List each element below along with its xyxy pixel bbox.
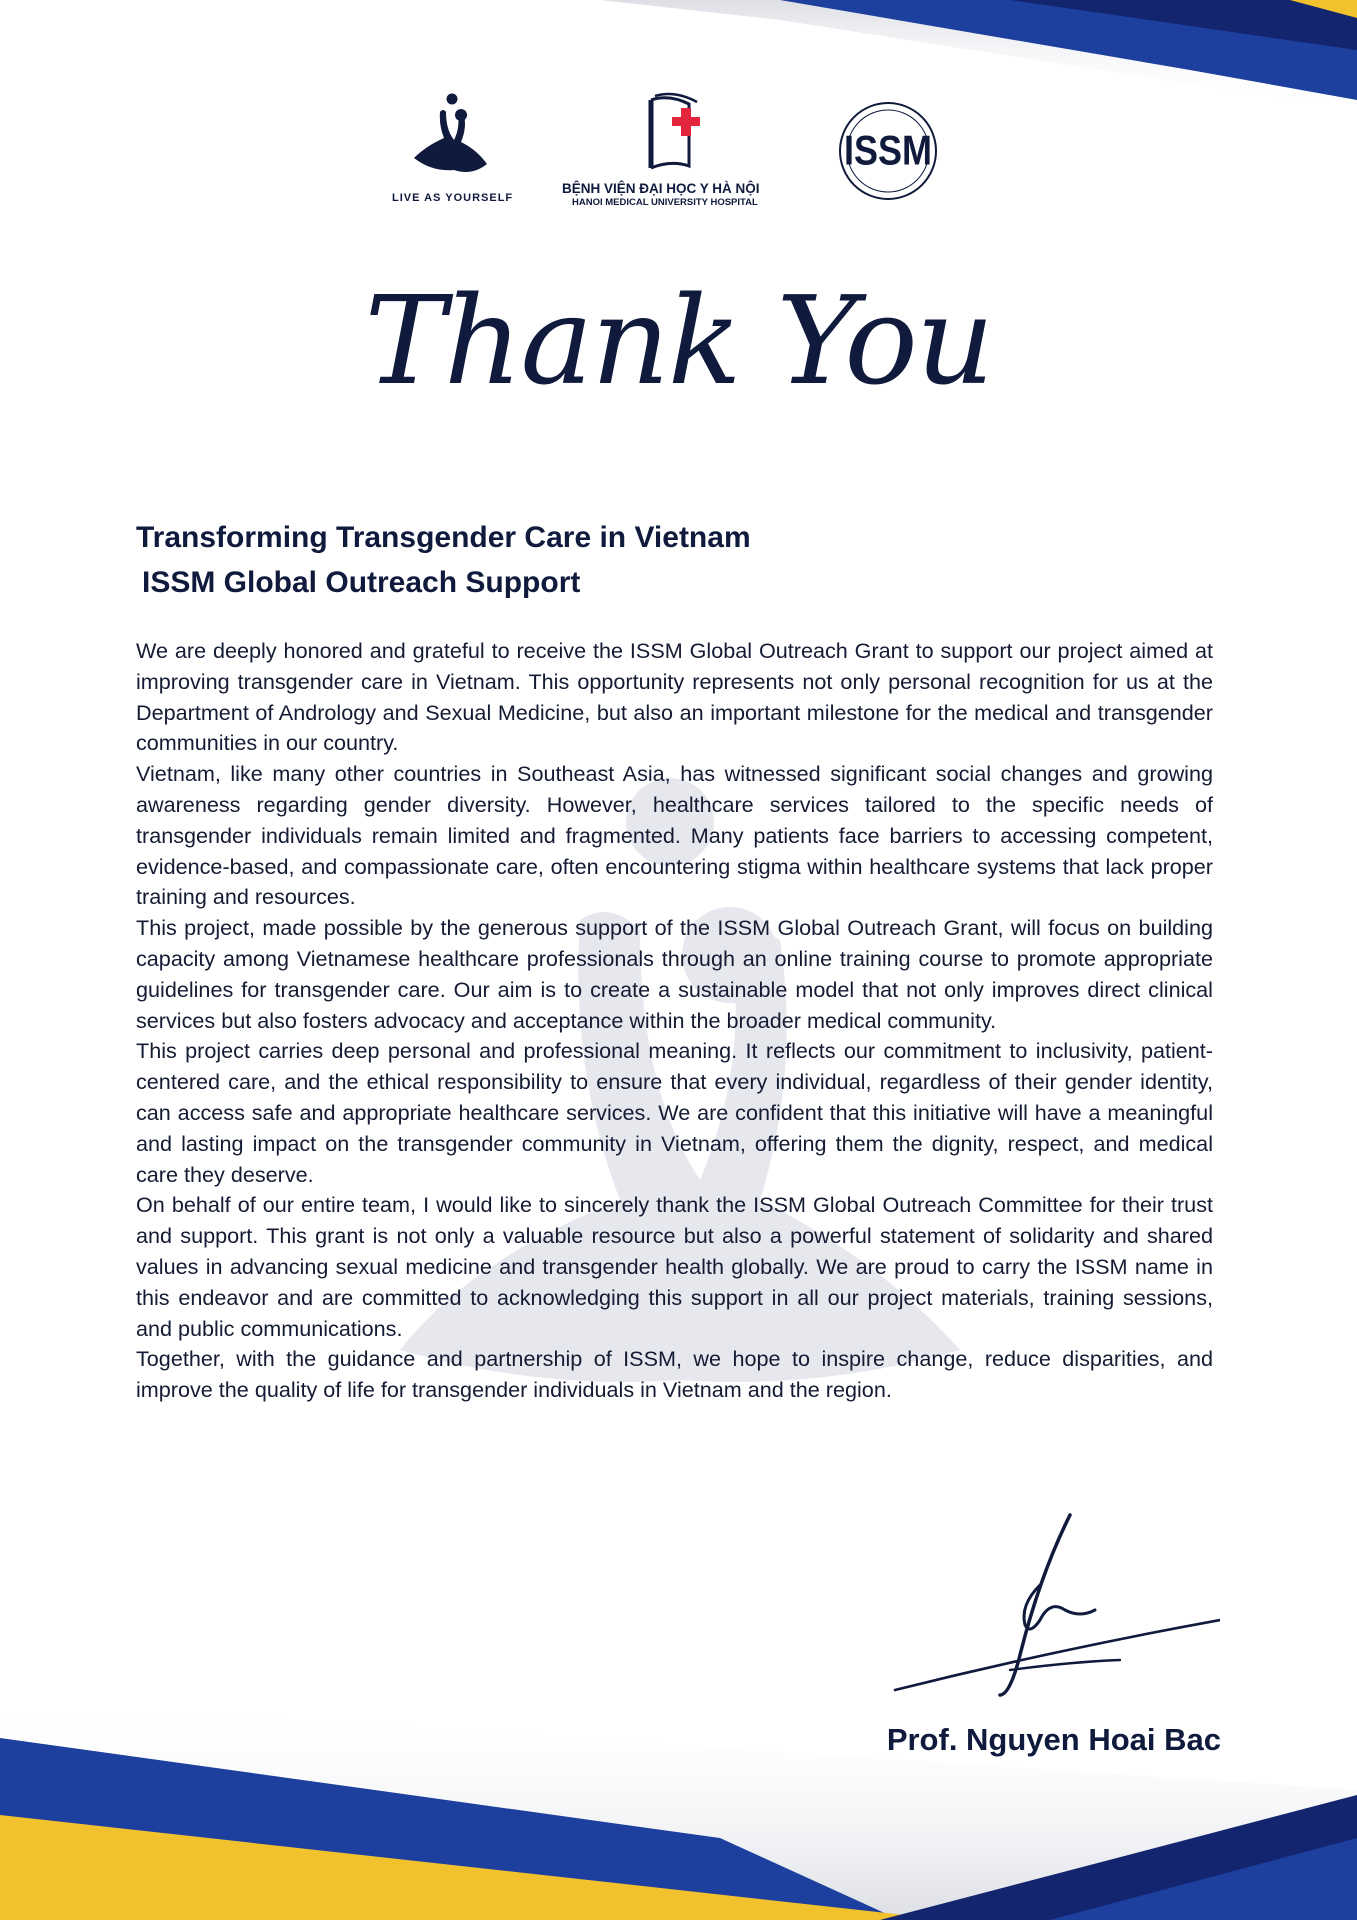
svg-text:ISSM: ISSM	[844, 128, 932, 175]
letter-subtitle: ISSM Global Outreach Support	[142, 566, 581, 599]
live-as-yourself-logo	[414, 94, 487, 173]
body-paragraph-3: This project, made possible by the generous support of the ISSM Global Outreach Grant, will focus on building capacity among Vietnamese healthcare professionals through an online training course to promote appropriate guidelines for transgender care. Our aim is to create a sustainable model that not only improves direct clinical services but also fosters advocacy and acceptance within the broader medical community.	[136, 915, 1213, 1033]
handwritten-signature	[880, 1505, 1220, 1705]
body-paragraph-2: Vietnam, like many other countries in Southeast Asia, has witnessed significant social changes and growing awareness regarding gender diversity. However, healthcare services tailored to the specific needs of transgender individuals remain limited and fragmented. Many patients face barriers to accessing competent, evidence-based, and compassionate care, often encountering stigma within healthcare systems that lack proper training and resources.	[136, 761, 1213, 910]
signer-name: Prof. Nguyen Hoai Bac	[886, 1722, 1221, 1757]
issm-logo	[840, 103, 936, 199]
body-paragraph-5: On behalf of our entire team, I would like to sincerely thank the ISSM Global Outreach Committee for their trust and support. This grant is not only a valuable resource but also a powerful statement of solidarity and shared values in advancing sexual medicine and transgender health globally. We are proud to carry the ISSM name in this endeavor and are committed to acknowledging this support in all our project materials, training sessions, and public communications.	[136, 1192, 1213, 1341]
hospital-caption-english: HANOI MEDICAL UNIVERSITY HOSPITAL	[572, 197, 758, 208]
body-paragraph-4: This project carries deep personal and professional meaning. It reflects our commitment to inclusivity, patient-centered care, and the ethical responsibility to ensure that every individual, regardless of their gender identity, can access safe and appropriate healthcare services. We are confident that this initiative will have a meaningful and lasting impact on the transgender community in Vietnam, offering them the dignity, respect, and medical care they deserve.	[136, 1038, 1213, 1187]
hospital-caption-vietnamese: BỆNH VIỆN ĐẠI HỌC Y HÀ NỘI	[562, 181, 760, 196]
body-paragraph-1: We are deeply honored and grateful to receive the ISSM Global Outreach Grant to support our project aimed at improving transgender care in Vietnam. This opportunity represents not only personal recognition for us at the Department of Andrology and Sexual Medicine, but also an important milestone for the medical and transgender communities in our country.	[136, 638, 1213, 756]
letter-title: Transforming Transgender Care in Vietnam	[136, 521, 751, 554]
live-as-yourself-caption: LIVE AS YOURSELF	[392, 192, 514, 204]
thank-you-script-heading: Thank You	[364, 270, 993, 412]
body-paragraph-6: Together, with the guidance and partnership of ISSM, we hope to inspire change, reduce disparities, and improve the quality of life for transgender individuals in Vietnam and the region.	[136, 1346, 1213, 1403]
letter-body	[136, 636, 1213, 1406]
hanoi-medical-university-hospital-logo	[651, 94, 700, 168]
